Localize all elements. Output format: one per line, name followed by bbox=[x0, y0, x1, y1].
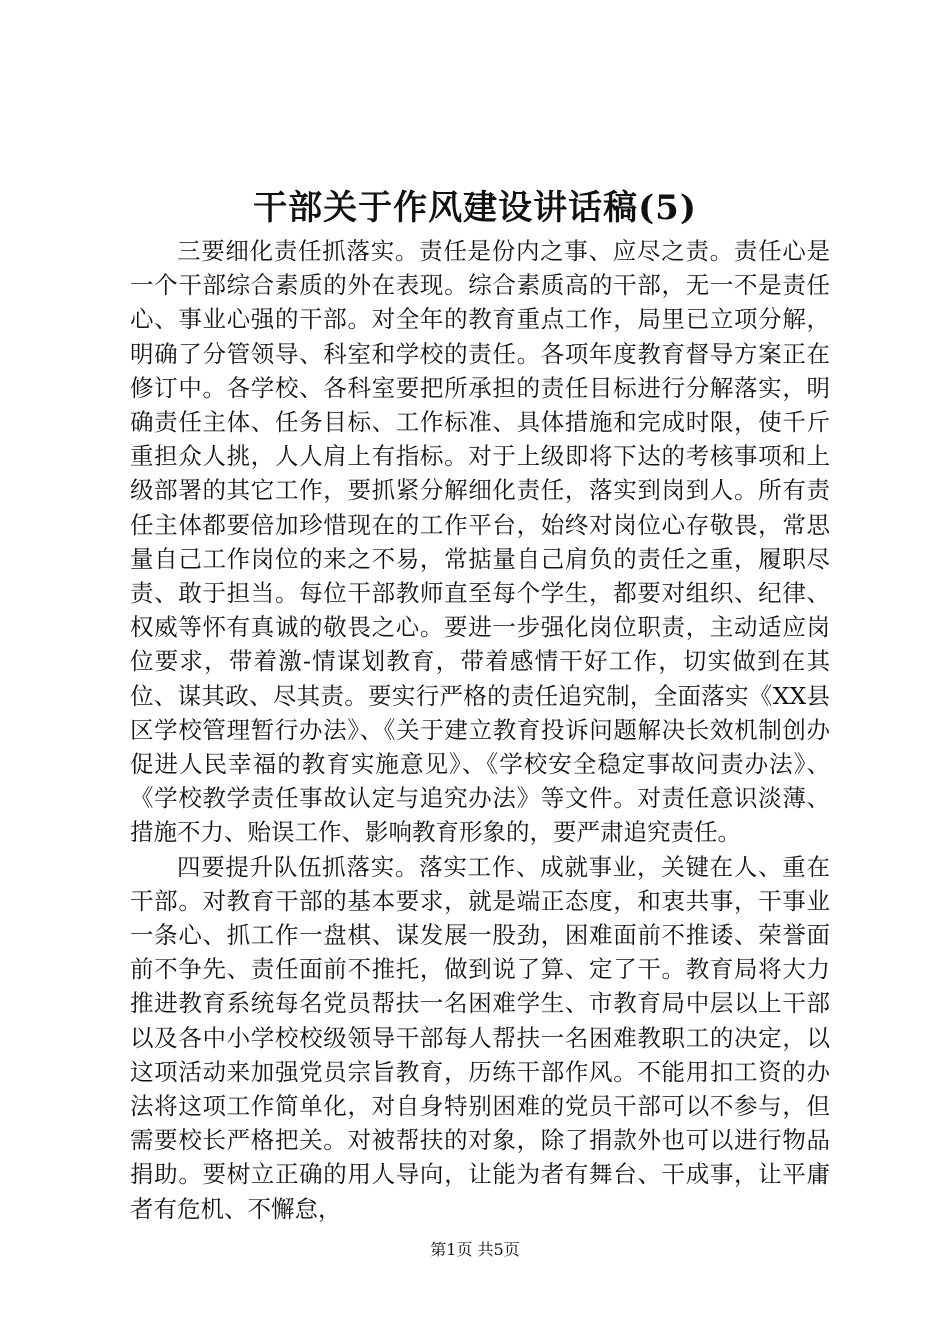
paragraph-responsibility: 三要细化责任抓落实。责任是份内之事、应尽之责。责任心是一个干部综合素质的外在表现。综合素质高的干部，无一不是责任心、事业心强的干部。对全年的教育重点工作，局里已立项分解，明确了分管领导、科室和学校的责任。各项年度教育督导方案正在修订中。各学校、各科室要把所承担的责任目标进行分解落实，明确责任主体、任务目标、工作标准、具体措施和完成时限，使千斤重担众人挑，人人肩上有指标。对于上级即将下达的考核事项和上级部署的其它工作，要抓紧分解细化责任，落实到岗到人。所有责任主体都要倍加珍惜现在的工作平台，始终对岗位心存敬畏，常思量自己工作岗位的来之不易，常掂量自己肩负的责任之重，履职尽责、敢于担当。每位干部教师直至每个学生，都要对组织、纪律、权威等怀有真诚的敬畏之心。要进一步强化岗位职责，主动适应岗位要求，带着激-情谋划教育，带着感情干好工作，切实做到在其位、谋其政、尽其责。要实行严格的责任追究制，全面落实《XX县区学校管理暂行办法》、《关于建立教育投诉问题解决长效机制创办促进人民幸福的教育实施意见》、《学校安全稳定事故问责办法》、《学校教学责任事故认定与追究办法》等文件。对责任意识淡薄、措施不力、贻误工作、影响教育形象的，要严肃追究责任。 bbox=[130, 237, 830, 847]
page-number-footer: 第1页 共5页 bbox=[430, 1240, 520, 1259]
document-title: 干部关于作风建设讲话稿(5) bbox=[253, 188, 697, 228]
paragraph-team: 四要提升队伍抓落实。落实工作、成就事业，关键在人、重在干部。对教育干部的基本要求，就是端正态度，和衷共事，干事业一条心、抓工作一盘棋、谋发展一股劲，困难面前不推诿、荣誉面前不争先、责任面前不推托，做到说了算、定了干。教育局将大力推进教育系统每名党员帮扶一名困难学生、市教育局中层以上干部以及各中小学校校级领导干部每人帮扶一名困难教职工的决定，以这项活动来加强党员宗旨教育，历练干部作风。不能用扣工资的办法将这项工作简单化，对自身特别困难的党员干部可以不参与，但需要校长严格把关。对被帮扶的对象，除了捐款外也可以进行物品捐助。要树立正确的用人导向，让能为者有舞台、干成事，让平庸者有危机、不懈怠， bbox=[130, 852, 830, 1223]
document-body bbox=[130, 234, 830, 1226]
